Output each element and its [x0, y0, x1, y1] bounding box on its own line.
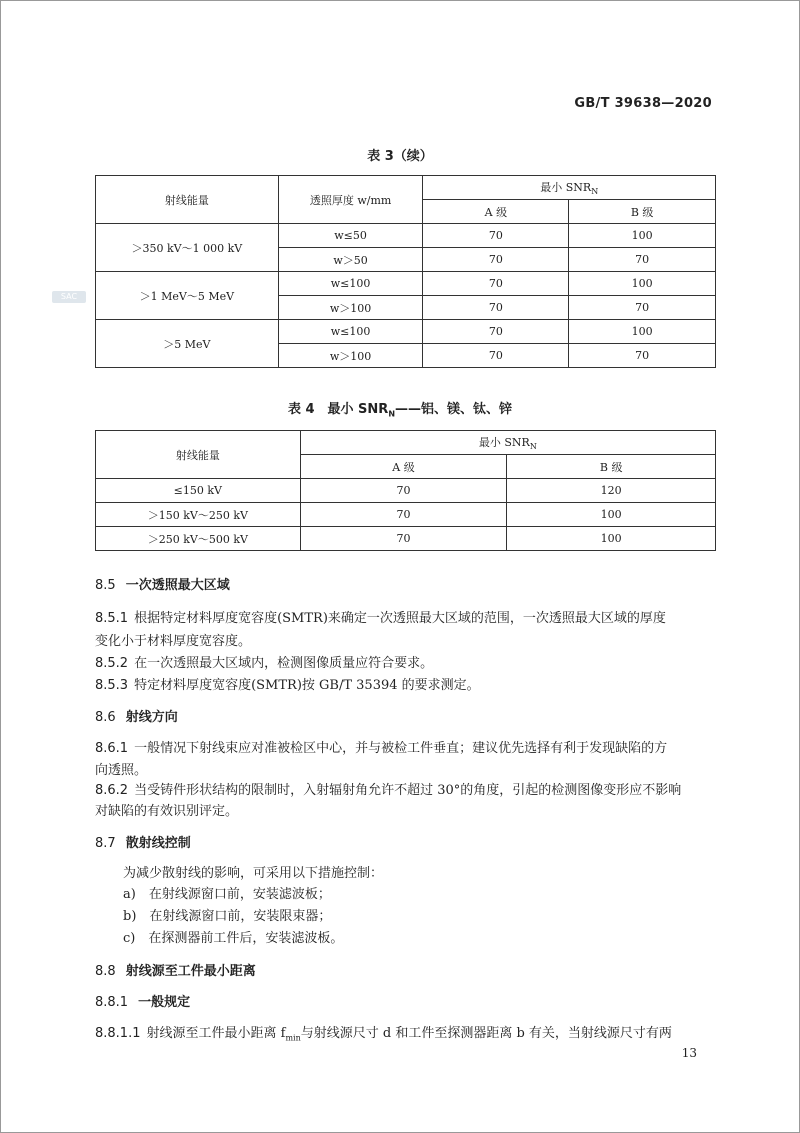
table3-header-thickness: 透照厚度 w/mm [278, 176, 423, 224]
list-item-b: b) 在射线源窗口前，安装限束器； [123, 909, 332, 924]
table4-a-cell: 70 [300, 527, 507, 551]
section-8-8-1-heading: 8.8.1 一般规定 [95, 995, 191, 1010]
standard-code: GB/T 39638—2020 [574, 96, 712, 111]
table3-a-cell: 70 [423, 344, 569, 368]
section-8-6-heading: 8.6 射线方向 [95, 710, 178, 725]
table4-energy-cell: ＞250 kV～500 kV [96, 527, 301, 551]
table3 [95, 175, 716, 368]
table4-a-cell: 70 [300, 503, 507, 527]
table4 [95, 430, 716, 551]
table4-b-cell: 120 [507, 479, 716, 503]
list-item-c: c) 在探测器前工件后，安装滤波板。 [123, 931, 344, 946]
table3-b-cell: 70 [569, 344, 716, 368]
table4-energy-cell: ＞150 kV～250 kV [96, 503, 301, 527]
table3-header-energy: 射线能量 [96, 176, 279, 224]
table3-thickness-cell: w≤100 [278, 320, 423, 344]
table3-thickness-cell: w＞100 [278, 296, 423, 320]
clause-8-5-3: 8.5.3 特定材料厚度宽容度(SMTR)按 GB/T 35394 的要求测定。 [95, 678, 480, 693]
list-item-a: a) 在射线源窗口前，安装滤波板； [123, 887, 331, 902]
table3-a-cell: 70 [423, 248, 569, 272]
table3-a-cell: 70 [423, 320, 569, 344]
table3-b-cell: 100 [569, 272, 716, 296]
table3-energy-cell: ＞350 kV～1 000 kV [96, 224, 279, 272]
table3-b-cell: 100 [569, 224, 716, 248]
clause-8-6-1: 8.6.1 一般情况下射线束应对准被检区中心，并与被检工件垂直；建议优先选择有利于发现缺陷的方 [95, 741, 668, 756]
table4-header-snr: 最小 $SNR_N$ [300, 431, 715, 455]
table3-header-a: A 级 [423, 200, 569, 224]
section-8-8-heading: 8.8 射线源至工件最小距离 [95, 964, 256, 979]
clause-8-5-2: 8.5.2 在一次透照最大区域内，检测图像质量应符合要求。 [95, 656, 434, 671]
table3-b-cell: 100 [569, 320, 716, 344]
table4-header-a: A 级 [300, 455, 507, 479]
table3-a-cell: 70 [423, 272, 569, 296]
page-number: 13 [681, 1046, 697, 1060]
table4-a-cell: 70 [300, 479, 507, 503]
table3-energy-cell: ＞5 MeV [96, 320, 279, 368]
sac-watermark-logo: SAC [52, 291, 86, 303]
table3-b-cell: 70 [569, 248, 716, 272]
table3-b-cell: 70 [569, 296, 716, 320]
section-8-5-heading: 8.5 一次透照最大区域 [95, 578, 230, 593]
clause-8-6-2-cont: 对缺陷的有效识别评定。 [95, 804, 239, 819]
table3-thickness-cell: w＞50 [278, 248, 423, 272]
clause-8-7-intro: 为减少散射线的影响，可采用以下措施控制： [123, 866, 384, 881]
clause-8-6-2: 8.6.2 当受铸件形状结构的限制时，入射辐射角允许不超过 30°的角度，引起的检测图像变形应不影响 [95, 783, 682, 798]
table3-a-cell: 70 [423, 224, 569, 248]
table3-caption: 表 3（续） [367, 149, 433, 164]
table3-thickness-cell: w＞100 [278, 344, 423, 368]
table4-b-cell: 100 [507, 503, 716, 527]
table4-caption: 表 4 最小 $SNR_N——$铝、镁、钛、锌 [287, 402, 513, 419]
table4-header-energy: 射线能量 [96, 431, 301, 479]
clause-8-8-1-1: 8.8.1.1 射线源至工件最小距离 $f_{min}$与射线源尺寸 d 和工件至探测器距离 b 有关，当射线源尺寸有两 [95, 1026, 672, 1043]
table3-thickness-cell: w≤100 [278, 272, 423, 296]
table4-energy-cell: ≤150 kV [96, 479, 301, 503]
table3-header-snr: 最小 $SNR_N$ [423, 176, 716, 200]
table3-thickness-cell: w≤50 [278, 224, 423, 248]
section-8-7-heading: 8.7 散射线控制 [95, 836, 191, 851]
clause-8-6-1-cont: 向透照。 [95, 763, 148, 778]
clause-8-5-1-cont: 变化小于材料厚度宽容度。 [95, 634, 252, 649]
table3-energy-cell: ＞1 MeV～5 MeV [96, 272, 279, 320]
table4-b-cell: 100 [507, 527, 716, 551]
table4-header-b: B 级 [507, 455, 716, 479]
table3-a-cell: 70 [423, 296, 569, 320]
clause-8-5-1: 8.5.1 根据特定材料厚度宽容度(SMTR)来确定一次透照最大区域的范围，一次透照最大区域的厚度 [95, 611, 666, 626]
table3-header-b: B 级 [569, 200, 716, 224]
